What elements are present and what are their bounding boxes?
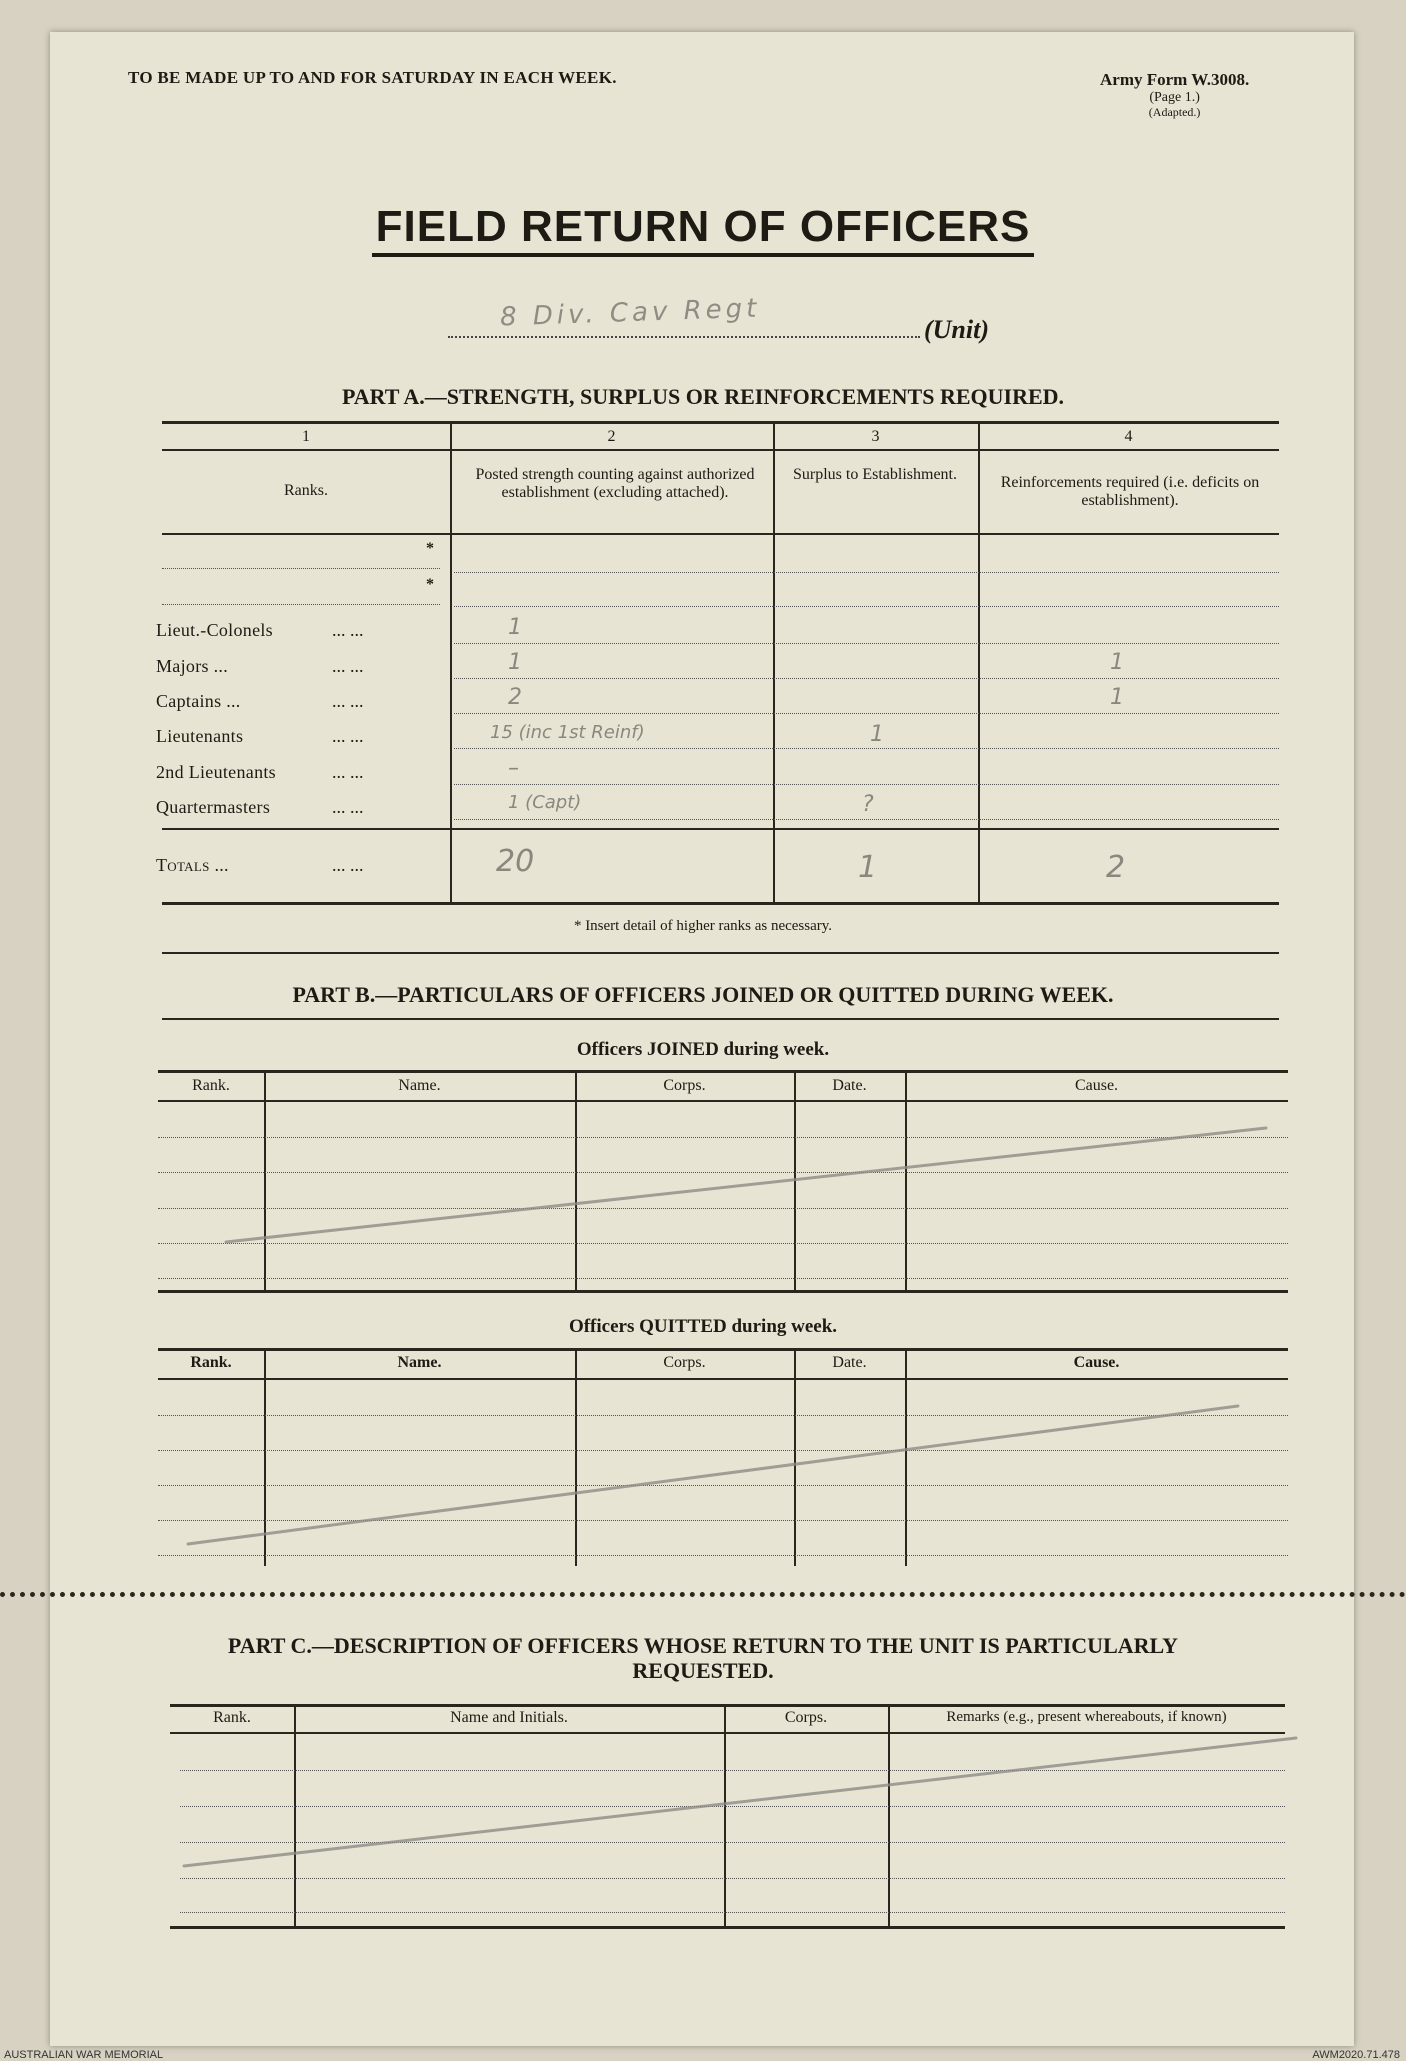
reinf-majors: 1 bbox=[1110, 650, 1124, 675]
rank-leader-dots: ... ... bbox=[332, 656, 364, 676]
joined-col-date: Date. bbox=[832, 1077, 867, 1094]
part-c-strike-line bbox=[184, 1738, 1296, 1866]
rank-2nd-lieutenants: 2nd Lieutenants bbox=[156, 762, 276, 782]
posted-majors: 1 bbox=[508, 650, 522, 675]
rank-leader-dots: ... ... bbox=[332, 726, 364, 746]
quitted-title: Officers QUITTED during week. bbox=[568, 1316, 838, 1337]
star-marker-2: * bbox=[426, 576, 434, 593]
quitted-col-rank: Rank. bbox=[190, 1354, 232, 1371]
quitted-strike-line bbox=[188, 1406, 1238, 1544]
rank-lieutenants: Lieutenants bbox=[156, 726, 244, 746]
form-number: Army Form W.3008. bbox=[1100, 70, 1250, 89]
footer-accession: AWM2020.71.478 bbox=[1312, 2049, 1400, 2061]
totals-posted: 20 bbox=[496, 844, 535, 879]
joined-col-cause: Cause. bbox=[1074, 1077, 1119, 1094]
part-c-col-rank: Rank. bbox=[213, 1709, 251, 1726]
part-a-title: PART A.—STRENGTH, SURPLUS OR REINFORCEMENTS REQUIRED. bbox=[341, 384, 1065, 409]
quitted-col-corps: Corps. bbox=[663, 1354, 706, 1371]
part-c-col-name: Name and Initials. bbox=[450, 1709, 568, 1726]
posted-captains: 2 bbox=[508, 685, 522, 710]
part-c-col-remarks: Remarks (e.g., present whereabouts, if known) bbox=[946, 1709, 1227, 1725]
quitted-col-cause: Cause. bbox=[1073, 1354, 1120, 1371]
unit-value: 8 Div. Cav Regt bbox=[499, 293, 761, 333]
col-number-2: 2 bbox=[607, 428, 616, 445]
unit-label: (Unit) bbox=[924, 315, 989, 344]
rank-leader-dots: ... ... bbox=[332, 620, 364, 640]
col-header-posted: Posted strength counting against authorized establishment (excluding attached). bbox=[475, 466, 755, 502]
joined-strike-line bbox=[226, 1128, 1266, 1242]
col-header-reinforcements: Reinforcements required (i.e. deficits on establishment). bbox=[1000, 474, 1260, 510]
rank-lieut-colonels: Lieut.-Colonels bbox=[156, 620, 273, 640]
rank-leader-dots: ... ... bbox=[332, 762, 364, 782]
totals-leader-dots: ... ... bbox=[332, 855, 364, 875]
part-a-footnote: * Insert detail of higher ranks as necessary. bbox=[573, 918, 833, 934]
posted-2nd-lieutenants: – bbox=[508, 756, 519, 781]
joined-col-name: Name. bbox=[398, 1077, 441, 1094]
col-number-1: 1 bbox=[302, 428, 310, 445]
rank-quartermasters: Quartermasters bbox=[156, 797, 271, 817]
part-c-title: PART C.—DESCRIPTION OF OFFICERS WHOSE RETURN TO THE UNIT IS PARTICULARLY REQUESTED. bbox=[227, 1633, 1179, 1684]
weekly-instruction: TO BE MADE UP TO AND FOR SATURDAY IN EACH WEEK. bbox=[128, 68, 617, 87]
reinf-captains: 1 bbox=[1110, 685, 1124, 710]
rank-captains: Captains ... bbox=[156, 691, 241, 711]
col-number-3: 3 bbox=[871, 428, 880, 445]
joined-title: Officers JOINED during week. bbox=[576, 1039, 830, 1060]
posted-lieutenants: 15 (inc 1st Reinf) bbox=[490, 722, 645, 743]
posted-lieut-colonels: 1 bbox=[508, 615, 522, 640]
rank-majors: Majors ... bbox=[156, 656, 228, 676]
star-marker-1: * bbox=[426, 540, 434, 557]
page-title: FIELD RETURN OF OFFICERS bbox=[0, 202, 1406, 252]
totals-label: Totals ... bbox=[156, 855, 229, 875]
quitted-col-name: Name. bbox=[397, 1354, 442, 1371]
part-b-title: PART B.—PARTICULARS OF OFFICERS JOINED OR QUITTED DURING WEEK. bbox=[292, 982, 1114, 1007]
surplus-lieutenants: 1 bbox=[870, 722, 884, 747]
part-c-col-corps: Corps. bbox=[784, 1709, 828, 1726]
col-header-surplus: Surplus to Establishment. bbox=[793, 466, 957, 483]
joined-col-corps: Corps. bbox=[663, 1077, 706, 1094]
form-page: (Page 1.) bbox=[1149, 89, 1200, 105]
surplus-quartermasters: ? bbox=[862, 792, 874, 817]
col-header-ranks: Ranks. bbox=[284, 482, 328, 499]
form-adapted: (Adapted.) bbox=[1148, 104, 1201, 119]
totals-reinforcements: 2 bbox=[1106, 850, 1126, 885]
posted-quartermasters: 1 (Capt) bbox=[508, 792, 582, 813]
totals-surplus: 1 bbox=[858, 850, 878, 885]
rank-leader-dots: ... ... bbox=[332, 691, 364, 711]
joined-col-rank: Rank. bbox=[192, 1077, 230, 1094]
col-number-4: 4 bbox=[1124, 428, 1133, 445]
quitted-col-date: Date. bbox=[832, 1354, 867, 1371]
footer-credit: AUSTRALIAN WAR MEMORIAL bbox=[4, 2049, 164, 2061]
rank-leader-dots: ... ... bbox=[332, 797, 364, 817]
